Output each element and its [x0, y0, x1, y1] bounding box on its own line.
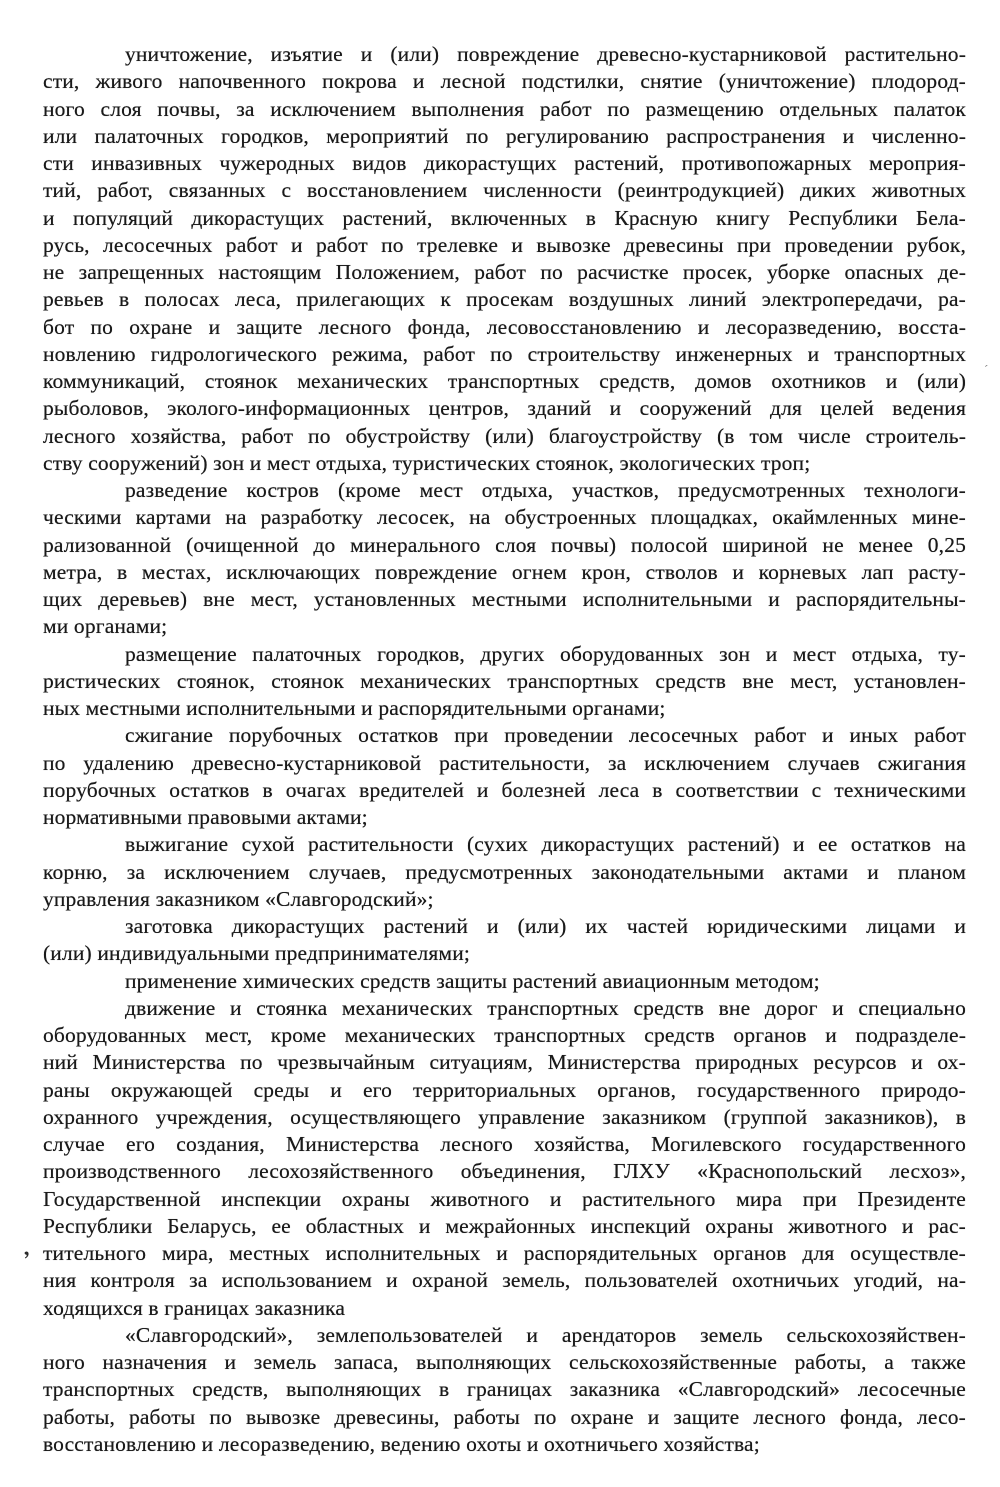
text-line: случае его создания, Министерства лесного хозяйства, Могилевского государственного	[43, 1132, 966, 1156]
text-line: заготовка дикорастущих растений и (или) их частей юридическими лицами и	[125, 914, 966, 938]
text-line: Государственной инспекции охраны животного и растительного мира при Президенте	[43, 1186, 966, 1211]
text-line: русь, лесосечных работ и работ по трелевке и вывозке древесины при проведении рубок,	[43, 232, 966, 257]
paragraph	[43, 722, 966, 831]
text-line: движение и стоянка механических транспортных средств вне дорог и специально	[125, 995, 966, 1020]
text-line: ного слоя почвы, за исключением выполнения работ по размещению отдельных палаток	[43, 96, 966, 121]
text-line: управления заказником «Славгородский»;	[43, 886, 434, 911]
text-line: ревьев в полосах леса, прилегающих к просекам воздушных линий электропередачи, ра-	[43, 287, 966, 312]
text-line: щих деревьев) вне мест, установленных местными исполнительными и распорядительны-	[43, 587, 966, 611]
paragraph	[43, 913, 966, 968]
text-line: рализованной (очищенной до минерального слоя почвы) полосой шириной не менее 0,25	[43, 532, 966, 557]
text-line: производственного лесохозяйственного объединения, ГЛХУ «Краснопольский лесхоз»,	[43, 1159, 966, 1184]
text-line: или палаточных городков, мероприятий по регулированию распространения и численно-	[43, 123, 966, 148]
text-line: рыболовов, эколого-информационных центров, зданий и сооружений для целей ведения	[43, 396, 966, 421]
text-line: разведение костров (кроме мест отдыха, участков, предусмотренных технологи-	[125, 478, 966, 502]
document-text	[43, 41, 966, 1458]
paragraph	[43, 41, 966, 477]
text-line: корню, за исключением случаев, предусмотренных законодательными актами и планом	[43, 859, 966, 884]
text-line: сти инвазивных чужеродных видов дикорастущих растений, противопожарных мероприя-	[43, 151, 966, 175]
text-line: «Славгородский», землепользователей и арендаторов земель сельскохозяйствен-	[125, 1322, 966, 1347]
text-line: и популяций дикорастущих растений, включенных в Красную книгу Республики Бела-	[43, 205, 966, 230]
text-line: транспортных средств, выполняющих в границах заказника «Славгородский» лесосечные	[43, 1377, 966, 1402]
text-line: размещение палаточных городков, других оборудованных зон и мест отдыха, ту-	[125, 641, 966, 666]
text-line: порубочных остатков в очагах вредителей и болезней леса в соответствии с техническими	[43, 777, 966, 802]
text-line: оборудованных мест, кроме механических транспортных средств органов и подразделе-	[43, 1023, 966, 1047]
text-line: новлению гидрологического режима, работ по строительству инженерных и транспортных	[43, 341, 966, 366]
text-line: нормативными правовыми актами;	[43, 805, 368, 829]
text-line: ческими картами на разработку лесосек, на обустроенных площадках, окаймленных мине-	[43, 505, 966, 530]
text-line: ристических стоянок, стоянок механических транспортных средств вне мест, установлен-	[43, 668, 966, 693]
stray-speck-mark: ˊ	[984, 362, 989, 377]
text-line: ния контроля за использованием и охраной земель, пользователей охотничьих угодий, на-	[43, 1268, 966, 1293]
text-line: метра, в местах, исключающих повреждение огнем крон, стволов и корневых лап расту-	[43, 559, 966, 584]
text-line: охранного учреждения, осуществляющего управление заказником (группой заказников), в	[43, 1104, 966, 1129]
text-line: ний Министерства по чрезвычайным ситуациям, Министерства природных ресурсов и ох-	[43, 1050, 966, 1075]
paragraph	[43, 831, 966, 913]
text-line: выжигание сухой растительности (сухих дикорастущих растений) и ее остатков на	[125, 832, 966, 857]
paragraph	[43, 968, 966, 995]
text-line: применение химических средств защиты растений авиационным методом;	[125, 968, 820, 993]
paragraph	[43, 1322, 966, 1458]
text-line: работы, работы по вывозке древесины, работы по охране и защите лесного фонда, лесо-	[43, 1404, 966, 1429]
paragraph	[43, 477, 966, 641]
text-line: коммуникаций, стоянок механических транспортных средств, домов охотников и (или)	[43, 369, 966, 393]
text-line: раны окружающей среды и его территориальных органов, государственного природо-	[43, 1077, 966, 1102]
text-line: тий, работ, связанных с восстановлением численности (реинтродукцией) диких животных	[43, 178, 966, 203]
text-line: Республики Беларусь, ее областных и межрайонных инспекций охраны животного и рас-	[43, 1213, 966, 1238]
text-line: уничтожение, изъятие и (или) повреждение древесно-кустарниковой растительно-	[125, 42, 966, 66]
text-line: ного назначения и земель запаса, выполняющих сельскохозяйственные работы, а также	[43, 1350, 966, 1374]
text-line: сжигание порубочных остатков при проведении лесосечных работ и иных работ	[125, 723, 966, 748]
text-line: лесного хозяйства, работ по обустройству (или) благоустройству (в том числе строитель-	[43, 423, 966, 448]
text-line: бот по охране и защите лесного фонда, лесовосстановлению и лесоразведению, восста-	[43, 314, 966, 339]
text-line: по удалению древесно-кустарниковой растительности, за исключением случаев сжигания	[43, 750, 966, 775]
text-line: восстановлению и лесоразведению, ведению охоты и охотничьего хозяйства;	[43, 1431, 760, 1456]
paragraph	[43, 995, 966, 1322]
text-line: ных местными исполнительными и распорядительными органами;	[43, 696, 666, 720]
text-line: не запрещенных настоящим Положением, работ по расчистке просек, уборке опасных де-	[43, 260, 966, 284]
paragraph	[43, 641, 966, 723]
text-line: ходящихся в границах заказника	[43, 1295, 346, 1320]
text-line: ству сооружений) зон и мест отдыха, туристических стоянок, экологических троп;	[43, 450, 811, 475]
text-line: тительного мира, местных исполнительных и распорядительных органов для осуществле-	[43, 1241, 966, 1265]
text-line: (или) индивидуальными предпринимателями;	[43, 941, 470, 966]
text-line: ми органами;	[43, 614, 168, 639]
stray-apostrophe-mark: ’	[21, 1245, 34, 1272]
text-line: сти, живого напочвенного покрова и лесной подстилки, снятие (уничтожение) плодород-	[43, 69, 966, 94]
